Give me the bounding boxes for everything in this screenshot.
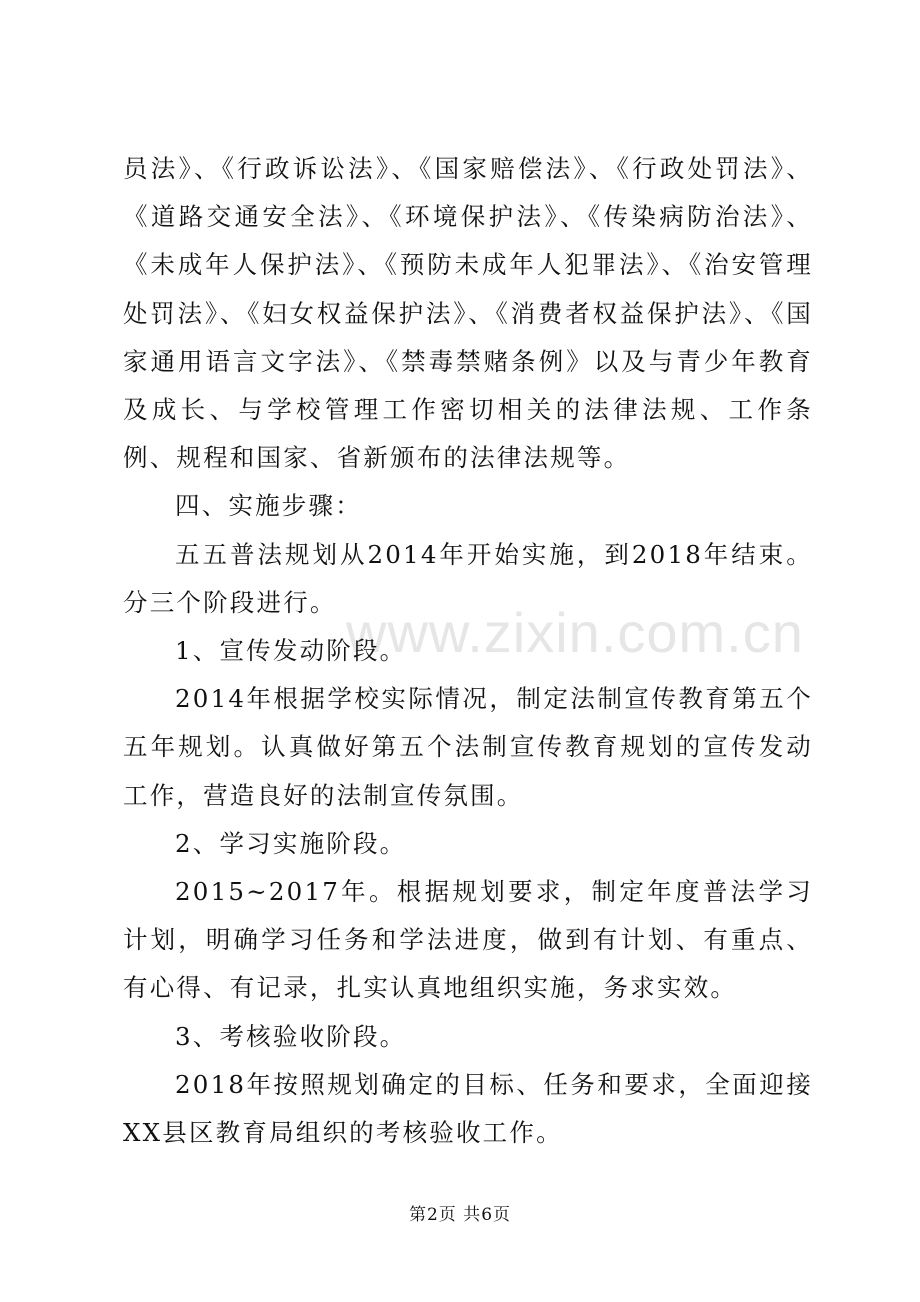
stage-2-heading: 2、学习实施阶段。 bbox=[175, 828, 407, 858]
stage-3-paragraph: 2018年按照规划确定的目标、任务和要求，全面迎接XX县区教育局组织的考核验收工作。 bbox=[123, 1069, 813, 1148]
stage-1-paragraph: 2014年根据学校实际情况，制定法制宣传教育第五个五年规划。认真做好第五个法制宣传教育规划的宣传发动工作，营造良好的法制宣传氛围。 bbox=[123, 684, 813, 810]
page-number-footer: 第2页 共6页 bbox=[408, 1205, 512, 1225]
section-heading-implementation-steps: 四、实施步骤： bbox=[175, 491, 362, 521]
laws-list-paragraph: 员法》、《行政诉讼法》、《国家赔偿法》、《行政处罚法》、《道路交通安全法》、《环境保护法》、《传染病防治法》、《未成年人保护法》、《预防未成年人犯罪法》、《治安管理处罚法》、《妇女权益保护法》、《消费者权益保护法》、《国家通用语言文字法》、《禁毒禁赌条例》以及与青少年教育及成长、与学校管理工作密切相关的法律法规、工作条例、规程和国家、省新颁布的法律法规等。 bbox=[123, 154, 813, 473]
plan-overview-paragraph: 五五普法规划从2014年开始实施，到2018年结束。分三个阶段进行。 bbox=[123, 539, 813, 617]
stage-2-paragraph: 2015~2017年。根据规划要求，制定年度普法学习计划，明确学习任务和学法进度，做到有计划、有重点、有心得、有记录，扎实认真地组织实施，务求实效。 bbox=[123, 877, 813, 1003]
watermark: www.zixin.com.cn bbox=[346, 601, 804, 664]
stage-3-heading: 3、考核验收阶段。 bbox=[175, 1021, 407, 1051]
stage-1-heading: 1、宣传发动阶段。 bbox=[175, 636, 407, 666]
document-body bbox=[123, 145, 813, 1157]
